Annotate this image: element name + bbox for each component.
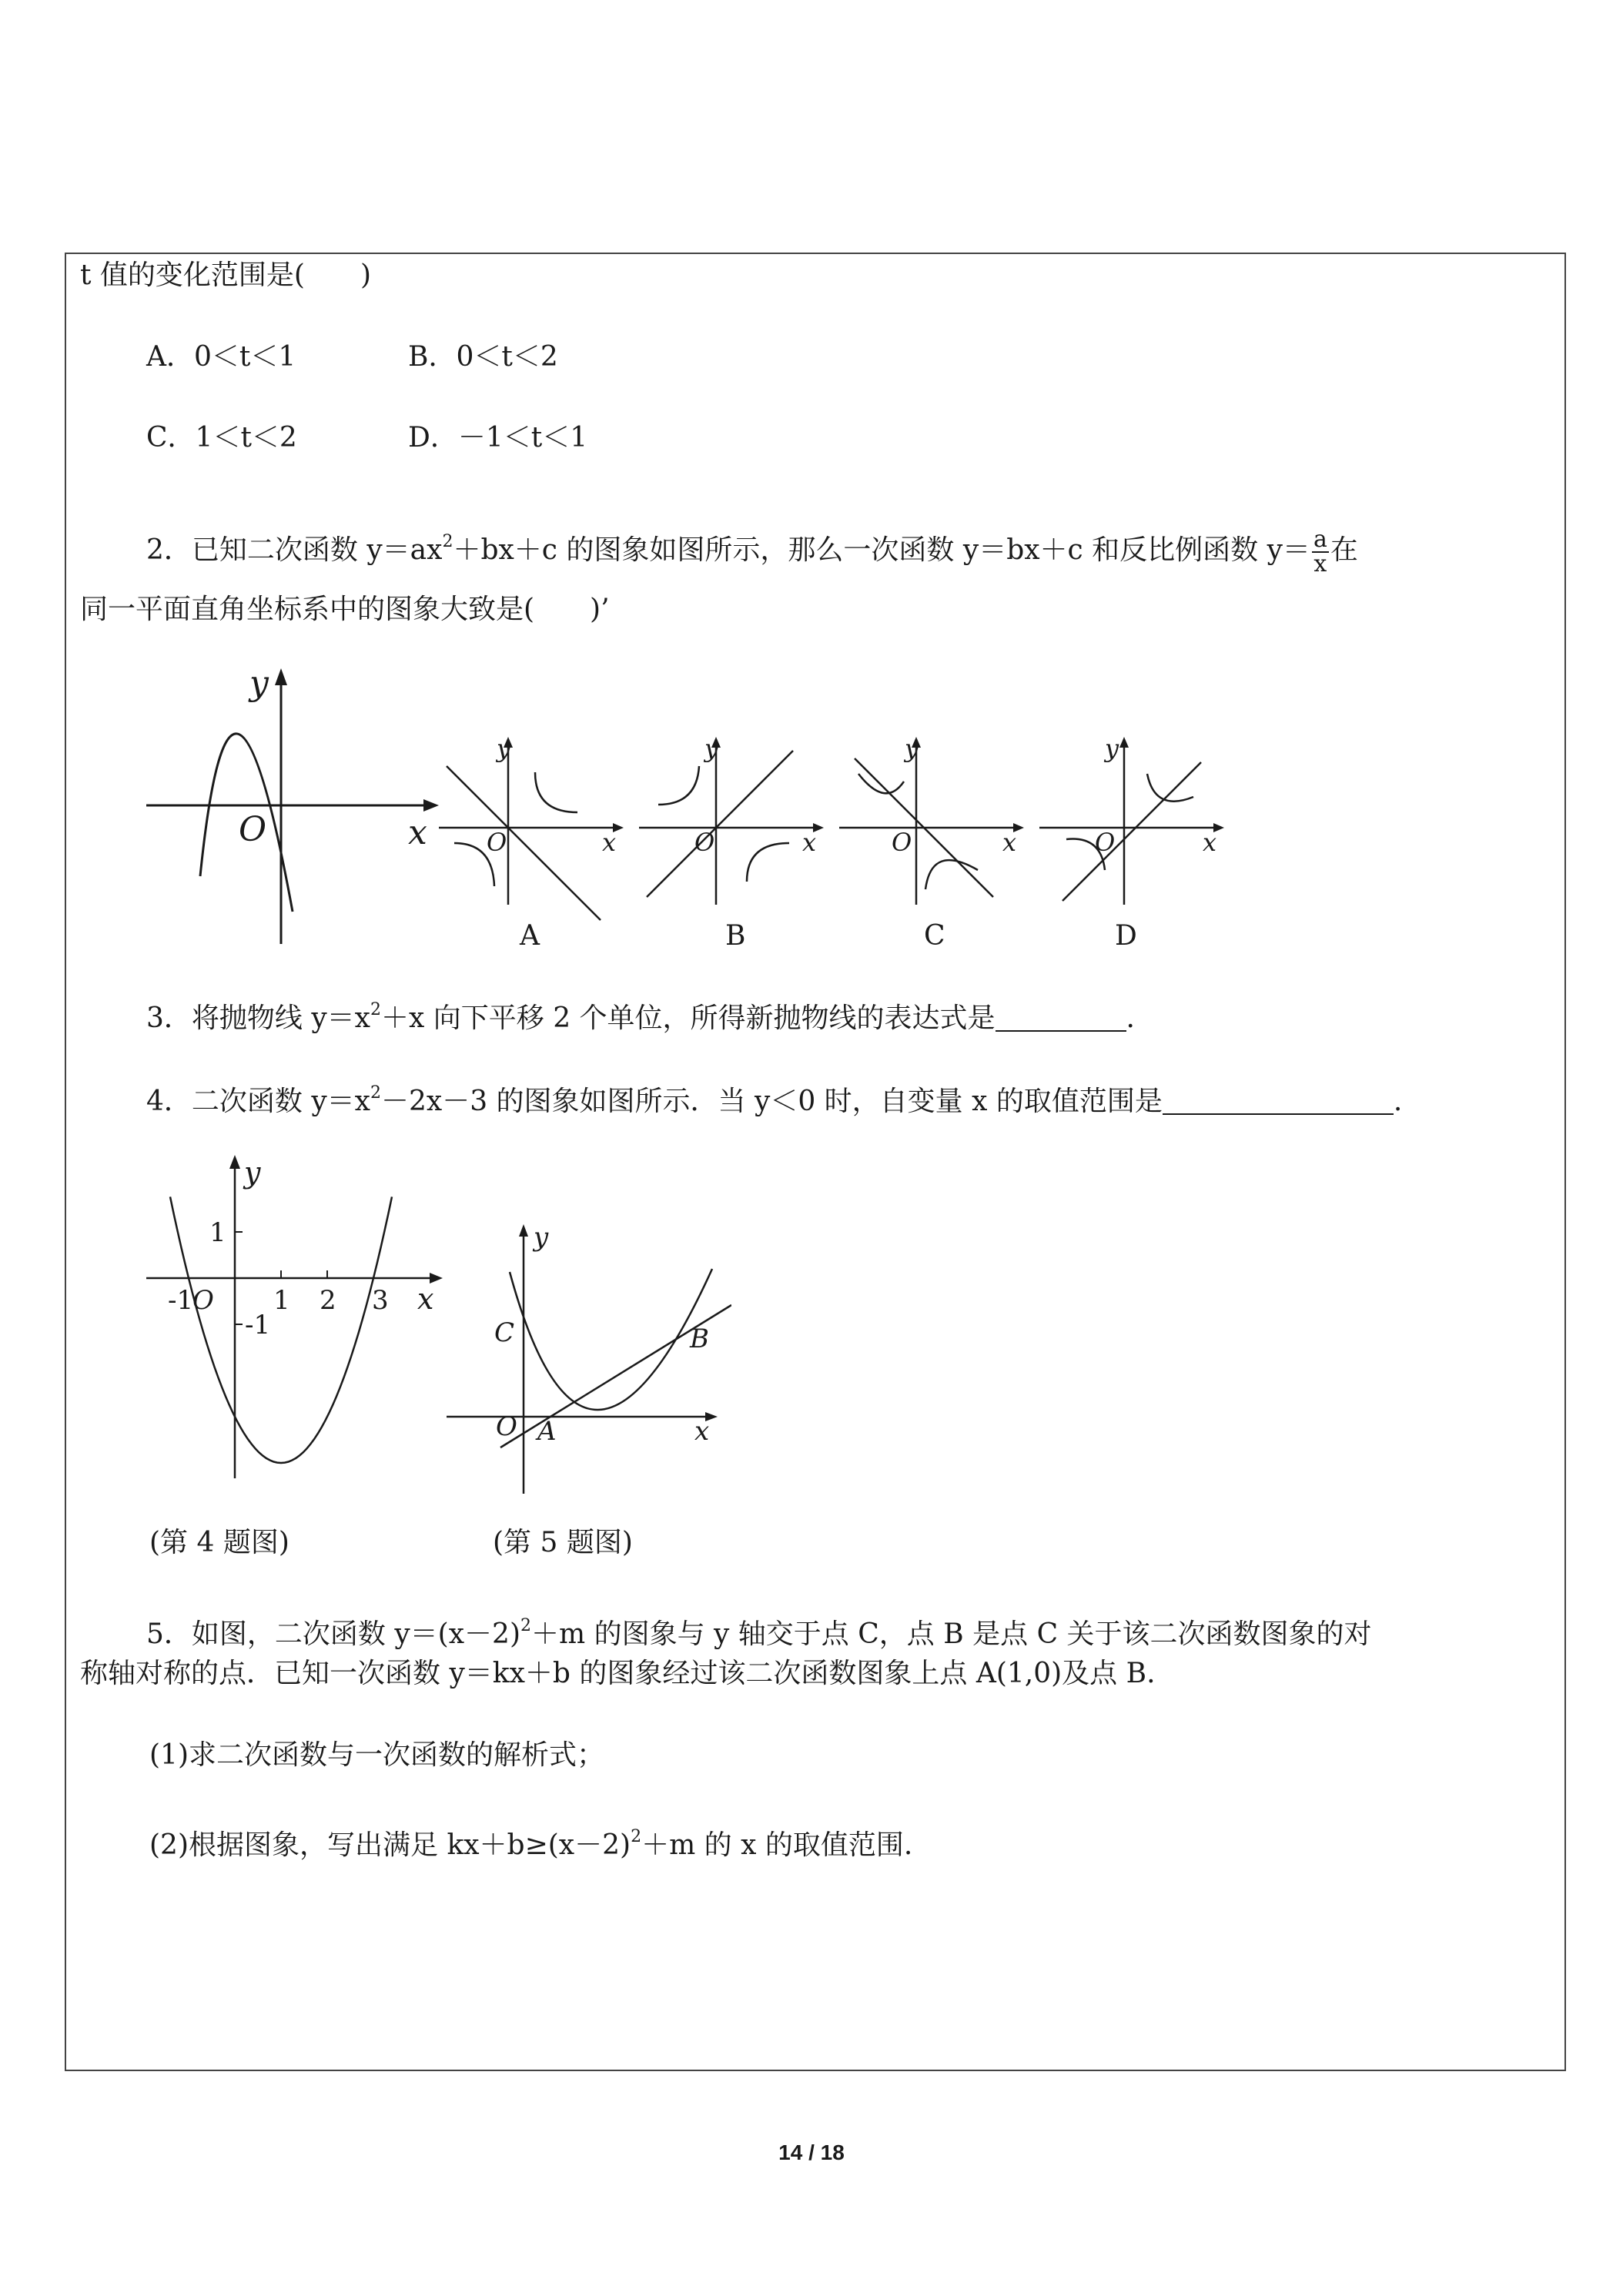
option-a-label: A (520, 920, 540, 951)
y-label: y (249, 667, 269, 703)
q2-option-figures (439, 735, 1224, 951)
q5-part2-text-b: ＋m 的 x 的取值范围. (641, 1829, 913, 1861)
q2-text-b: ＋bx＋c 的图象如图所示，那么一次函数 y＝bx＋c 和反比例函数 y＝ (453, 534, 1310, 566)
q1-option-b: B．0＜t＜2 (408, 341, 558, 373)
svg-text:y: y (497, 735, 511, 763)
option-b-graph (639, 735, 824, 951)
q5-point-c-label: C (494, 1317, 515, 1348)
q5-point-b-label: B (690, 1324, 709, 1354)
svg-text:O: O (1095, 828, 1116, 857)
q4-tick-neg1: -1 (168, 1285, 194, 1316)
q4-curve (170, 1197, 392, 1463)
svg-text:O: O (694, 828, 715, 857)
q4-line (146, 1075, 1402, 1120)
q5-x-label: x (694, 1416, 710, 1447)
q2-line2: 同一平面直角坐标系中的图象大致是( )’ (80, 594, 610, 625)
q5-part1: (1)求二次函数与一次函数的解析式； (149, 1739, 604, 1771)
svg-text:y: y (704, 735, 719, 763)
x-arrow-icon (423, 799, 439, 812)
q2-parabola-figure (146, 667, 439, 944)
option-c-graph (839, 735, 1024, 951)
q2-fraction (1312, 528, 1329, 576)
page-number: 14 / 18 (778, 2140, 845, 2164)
q4-figure-caption: (第 4 题图) (149, 1527, 289, 1558)
q4-text-a: 4．二次函数 y＝x (146, 1086, 370, 1117)
q3-superscript: 2 (370, 1000, 381, 1019)
q4-text-b: －2x－3 的图象如图所示．当 y＜0 时，自变量 x 的取值范围是 (381, 1086, 1163, 1117)
svg-text:x: x (1002, 828, 1017, 857)
option-d-label: D (1115, 920, 1137, 951)
q2-frac-den: x (1313, 551, 1327, 577)
q3-answer-blank[interactable] (996, 1002, 1126, 1032)
q4-superscript: 2 (370, 1083, 381, 1103)
q5-superscript: 2 (520, 1616, 531, 1635)
q5-origin-label: O (496, 1411, 517, 1442)
q4-answer-blank[interactable] (1163, 1086, 1394, 1115)
q2-line1 (146, 524, 1358, 576)
q5-line1 (146, 1608, 1372, 1653)
q4-tick-1: 1 (273, 1285, 290, 1316)
q2-frac-num: a (1313, 526, 1327, 553)
q1-option-c: C．1＜t＜2 (146, 422, 297, 454)
q5-part2 (149, 1819, 912, 1864)
q4-tick-yneg1: -1 (245, 1310, 271, 1340)
q1-option-d: D．－1＜t＜1 (408, 422, 588, 454)
q2-text-a: 2．已知二次函数 y＝ax (146, 534, 443, 566)
svg-text:O: O (892, 828, 912, 857)
q4-period: . (1393, 1086, 1403, 1117)
q4-parabola-figure (146, 1155, 447, 1501)
x-label: x (408, 813, 427, 852)
q5-text-a: 5．如图，二次函数 y＝(x－2) (146, 1618, 520, 1650)
option-b-label: B (725, 920, 746, 951)
q5-part2-text-a: (2)根据图象，写出满足 kx＋b≥(x－2) (149, 1829, 631, 1861)
q5-point-a-label: A (537, 1416, 557, 1447)
q2-superscript: 2 (442, 532, 453, 551)
q5-figure (447, 1224, 731, 1501)
svg-text:O: O (487, 828, 507, 857)
q4-tick-y1: 1 (209, 1217, 226, 1248)
q4-y-label: y (244, 1156, 261, 1190)
y-arrow-icon (275, 668, 287, 685)
q5-part2-superscript: 2 (631, 1827, 642, 1846)
svg-text:x: x (1203, 828, 1217, 857)
q1-stem: t 值的变化范围是( ) (80, 259, 372, 291)
svg-text:y: y (1105, 735, 1119, 763)
q2-text-c: 在 (1330, 534, 1358, 566)
q4-x-label: x (417, 1282, 434, 1316)
svg-text:x: x (602, 828, 617, 857)
q3-text-a: 3．将抛物线 y＝x (146, 1002, 370, 1034)
q3-period: . (1126, 1002, 1135, 1034)
option-d-graph (1039, 735, 1224, 951)
q4-tick-2: 2 (320, 1285, 336, 1316)
svg-text:x: x (802, 828, 817, 857)
q5-line2: 称轴对称的点．已知一次函数 y＝kx＋b 的图象经过该二次函数图象上点 A(1,0)及点 B. (80, 1658, 1156, 1689)
q5-figure-caption: (第 5 题图) (493, 1527, 633, 1558)
q5-text-b: ＋m 的图象与 y 轴交于点 C，点 B 是点 C 关于该二次函数图象的对 (530, 1618, 1372, 1650)
q4-origin-label: O (192, 1285, 214, 1316)
q3-line (146, 992, 1135, 1037)
q3-text-b: ＋x 向下平移 2 个单位，所得新抛物线的表达式是 (381, 1002, 996, 1034)
q4-tick-3: 3 (372, 1285, 389, 1316)
q5-parabola (510, 1269, 712, 1410)
origin-label: O (239, 810, 267, 849)
option-a-graph (439, 735, 624, 951)
q1-option-a: A．0＜t＜1 (146, 341, 296, 373)
q5-y-label: y (534, 1224, 549, 1253)
svg-text:y: y (905, 735, 919, 763)
option-c-label: C (924, 920, 945, 951)
